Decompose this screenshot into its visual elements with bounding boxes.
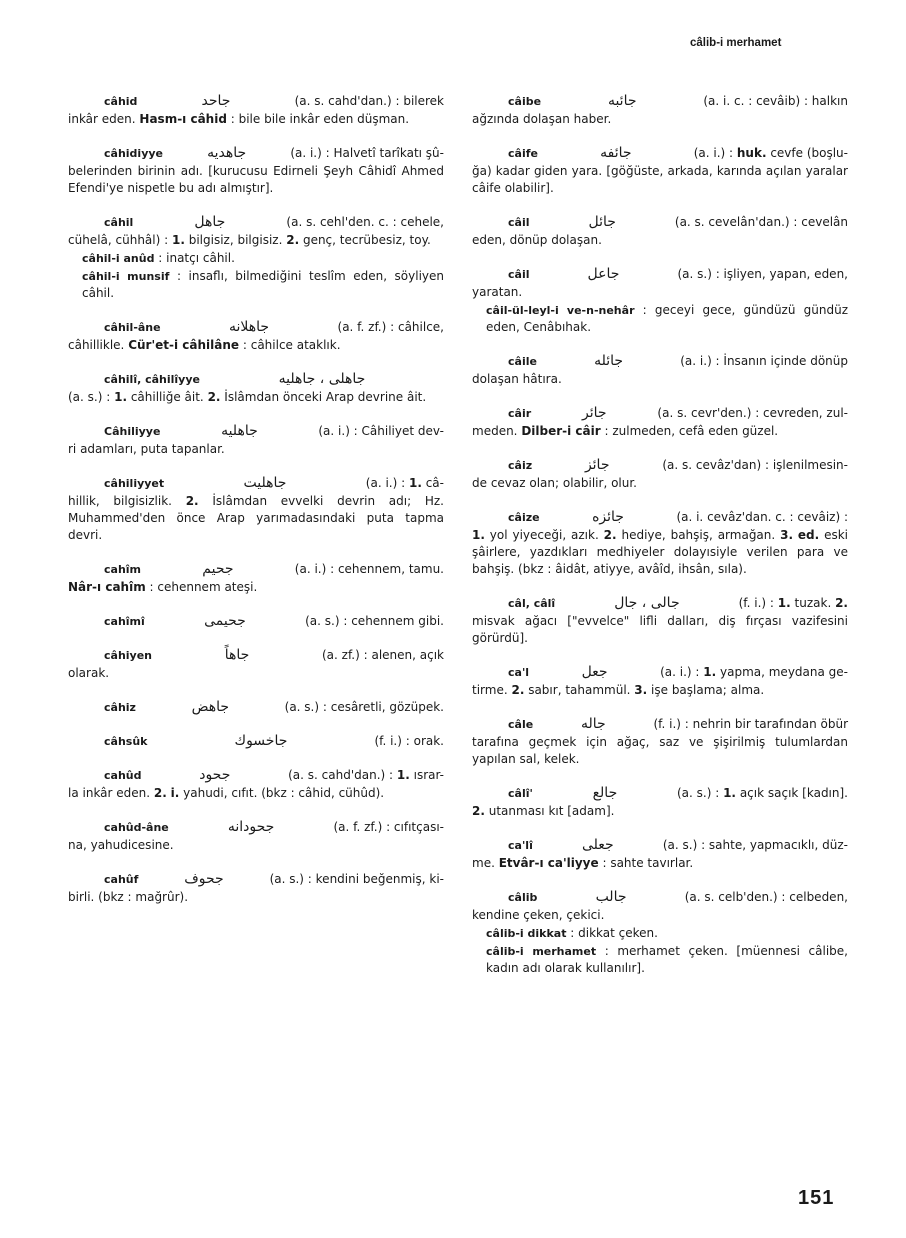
entry-headline	[472, 785, 848, 802]
entry-headline	[472, 145, 848, 162]
definition-text: misvak ağacı ["evvelce" lifli dalları, diş fırçası vazifesini görürdü].	[472, 614, 848, 645]
arabic-script: جاهاً	[224, 647, 250, 663]
sub-entry: câhil-i munsif : insaflı, bilmediğini teslîm eden, söyliyen câhil.	[82, 269, 444, 300]
arabic-script: جحود	[199, 767, 231, 783]
arabic-script: جاخسوك	[234, 733, 288, 749]
entry-headline	[472, 509, 848, 526]
entry-headline	[472, 214, 848, 231]
headword: cahûd-âne	[104, 821, 169, 834]
dictionary-entry	[472, 664, 848, 699]
definition-start: (f. i.) : 1. tuzak. 2.	[738, 596, 848, 610]
headword: cahûf	[104, 873, 139, 886]
definition-text: hillik, bilgisizlik. 2. İslâmdan evvelki devrin adı; Hz. Muhammed'den önce Arap yarımadasındaki puta tapma devri.	[68, 494, 444, 542]
definition-text: Nâr-ı cahîm : cehennem ateşi.	[68, 580, 258, 594]
sub-entry: câhil-i anûd : inatçı câhil.	[82, 251, 235, 265]
definition-start: (a. s.) : 1. açık saçık [kadın].	[676, 786, 848, 800]
entry-headline	[68, 423, 444, 440]
arabic-script: جاهليه	[221, 423, 258, 439]
definition-start: (a. f. zf.) : câhilce,	[337, 320, 444, 334]
dictionary-entry	[68, 871, 444, 906]
dictionary-entry	[68, 561, 444, 596]
right-column	[472, 93, 848, 994]
definition-start: (a. i.) : cehennem, tamu.	[294, 562, 444, 576]
headword: câize	[508, 511, 540, 524]
entry-headline	[68, 767, 444, 784]
entry-headline	[472, 457, 848, 474]
definition-start: (a. i. cevâz'dan. c. : cevâiz) :	[676, 510, 848, 524]
definition-start: (a. i.) : 1. câ-	[365, 476, 444, 490]
definition-text: dolaşan hâtıra.	[472, 372, 562, 386]
definition-text: ri adamları, puta tapanlar.	[68, 442, 225, 456]
dictionary-entry	[472, 595, 848, 647]
dictionary-entry	[68, 767, 444, 802]
definition-text: yaratan.	[472, 285, 523, 299]
definition-start: (a. zf.) : alenen, açık	[321, 648, 444, 662]
dictionary-entry	[68, 371, 444, 406]
arabic-script: جالب	[595, 889, 627, 905]
dictionary-entry	[68, 475, 444, 544]
entry-headline	[68, 613, 444, 630]
headword: câhsûk	[104, 735, 148, 748]
arabic-script: جاعل	[587, 266, 620, 282]
arabic-script: جاهض	[191, 699, 230, 715]
definition-start: (a. f. zf.) : cıfıtçası-	[333, 820, 444, 834]
definition-text: me. Etvâr-ı ca'liyye : sahte tavırlar.	[472, 856, 694, 870]
definition-text: olarak.	[68, 666, 110, 680]
dictionary-entry	[472, 266, 848, 336]
dictionary-entry	[472, 837, 848, 872]
entry-headline	[68, 819, 444, 836]
definition-start: (a. i.) : İnsanın içinde dönüp	[680, 354, 848, 368]
entry-headline	[472, 353, 848, 370]
headword: câlî'	[508, 787, 533, 800]
definition-text: inkâr eden. Hasm-ı câhid : bile bile inkâr eden düşman.	[68, 112, 410, 126]
arabic-script: جائبه	[607, 93, 637, 109]
definition-text: kendine çeken, çekici.	[472, 908, 605, 922]
definition-start: (f. i.) : orak.	[374, 734, 444, 748]
dictionary-entry	[68, 613, 444, 630]
definition-text: na, yahudicesine.	[68, 838, 174, 852]
definition-text: (a. s.) : 1. câhilliğe âit. 2. İslâmdan önceki Arap devrine âit.	[68, 390, 427, 404]
definition-text: birli. (bkz : mağrûr).	[68, 890, 189, 904]
headword: câhil	[104, 216, 134, 229]
headword: cahîmî	[104, 615, 145, 628]
entry-headline	[68, 647, 444, 664]
headword: câir	[508, 407, 532, 420]
arabic-script: جحودانه	[227, 819, 275, 835]
definition-start: (a. i. c. : cevâib) : halkın	[703, 94, 848, 108]
dictionary-entry	[68, 214, 444, 302]
entry-headline	[472, 889, 848, 906]
entry-headline	[472, 93, 848, 110]
dictionary-entry	[68, 145, 444, 197]
dictionary-entry	[472, 889, 848, 977]
arabic-script: جائفه	[600, 145, 632, 161]
definition-start: (f. i.) : nehrin bir tarafından öbür	[653, 717, 848, 731]
definition-start: (a. s. celb'den.) : celbeden,	[684, 890, 848, 904]
sub-entry: câlib-i merhamet : merhamet çeken. [müennesi câlibe, kadın adı olarak kullanılır].	[486, 944, 848, 975]
definition-start: (a. i.) : huk. cevfe (boşlu-	[693, 146, 848, 160]
headword: câhilî, câhilîyye	[104, 373, 200, 386]
definition-text: 2. utanması kıt [adam].	[472, 804, 615, 818]
dictionary-entry	[472, 353, 848, 388]
dictionary-entry	[472, 716, 848, 768]
arabic-script: جعل	[581, 664, 608, 680]
definition-start: (a. i.) : Halvetî tarîkatı şû-	[290, 146, 444, 160]
arabic-script: جائز	[584, 457, 610, 473]
definition-start: (a. s.) : işliyen, yapan, eden,	[677, 267, 848, 281]
definition-start: (a. s. cevâz'dan) : işlenilmesin-	[662, 458, 848, 472]
dictionary-entry	[68, 93, 444, 128]
headword: câl, câlî	[508, 597, 556, 610]
dictionary-entry	[472, 145, 848, 197]
dictionary-entry	[68, 423, 444, 458]
headword: câibe	[508, 95, 542, 108]
headword: ca'lî	[508, 839, 533, 852]
definition-start: (a. s.) : kendini beğenmiş, ki-	[269, 872, 444, 886]
arabic-script: جحيمى	[204, 613, 246, 629]
arabic-script: جائزه	[592, 509, 624, 525]
entry-headline	[68, 145, 444, 162]
headword: câle	[508, 718, 534, 731]
headword: cahîm	[104, 563, 142, 576]
sub-entry: câlib-i dikkat : dikkat çeken.	[486, 926, 658, 940]
page-number: 151	[798, 1187, 835, 1209]
headword: ca'l	[508, 666, 530, 679]
entry-headline	[472, 837, 848, 854]
definition-start: (a. s. cahd'dan.) : 1. ısrar-	[288, 768, 444, 782]
dictionary-entry	[68, 733, 444, 750]
arabic-script: جالى ، جال	[614, 595, 680, 611]
arabic-script: جاهلى ، جاهليه	[278, 371, 366, 387]
headword: câhid	[104, 95, 138, 108]
dictionary-entry	[68, 699, 444, 716]
arabic-script: جاهليت	[243, 475, 287, 491]
arabic-script: جاهديه	[207, 145, 247, 161]
arabic-script: جاهلانه	[229, 319, 270, 335]
headword: câhil-âne	[104, 321, 161, 334]
headword: câhiz	[104, 701, 136, 714]
headword: câile	[508, 355, 537, 368]
headword: câil	[508, 268, 530, 281]
dictionary-entry	[472, 785, 848, 820]
dictionary-entry	[472, 405, 848, 440]
entry-headline	[472, 405, 848, 422]
definition-start: (a. i.) : Câhiliyet dev-	[318, 424, 444, 438]
definition-text: tarafına geçmek için ağaç, saz ve şişirilmiş tulumlardan yapılan sal, kelek.	[472, 735, 848, 766]
entry-headline	[472, 266, 848, 283]
definition-start: (a. s.) : cehennem gibi.	[305, 614, 444, 628]
entry-headline	[472, 664, 848, 681]
definition-start: (a. i.) : 1. yapma, meydana ge-	[660, 665, 848, 679]
arabic-script: جالع	[592, 785, 618, 801]
headword: câife	[508, 147, 538, 160]
entry-headline	[472, 595, 848, 612]
definition-text: belerinden birinin adı. [kurucusu Edirneli Şeyh Câhidî Ahmed Efendi'ye nispetle bu adı almıştır].	[68, 164, 444, 195]
arabic-script: جاهل	[194, 214, 226, 230]
headword: câil	[508, 216, 530, 229]
definition-text: de cevaz olan; olabilir, olur.	[472, 476, 637, 490]
arabic-script: جاله	[580, 716, 606, 732]
definition-text: tirme. 2. sabır, tahammül. 3. işe başlama; alma.	[472, 683, 765, 697]
dictionary-entry	[68, 819, 444, 854]
dictionary-entry	[472, 457, 848, 492]
left-column	[68, 93, 444, 923]
definition-text: eden, dönüp dolaşan.	[472, 233, 602, 247]
definition-start: (a. s.) : sahte, yapmacıklı, düz-	[662, 838, 848, 852]
definition-start: (a. s. cevr'den.) : cevreden, zul-	[657, 406, 848, 420]
arabic-script: جاحد	[201, 93, 231, 109]
entry-headline	[68, 561, 444, 578]
headword: câhiyen	[104, 649, 153, 662]
arabic-script: جحوف	[184, 871, 224, 887]
headword: câhidiyye	[104, 147, 163, 160]
entry-headline	[68, 371, 444, 388]
entry-headline	[68, 699, 444, 716]
dictionary-entry	[472, 93, 848, 128]
dictionary-entry	[68, 319, 444, 354]
entry-headline	[472, 716, 848, 733]
definition-start: (a. s.) : cesâretli, gözüpek.	[284, 700, 444, 714]
definition-text: meden. Dilber-i câir : zulmeden, cefâ eden güzel.	[472, 424, 779, 438]
entry-headline	[68, 214, 444, 231]
entry-headline	[68, 319, 444, 336]
entry-headline	[68, 733, 444, 750]
definition-start: (a. s. cehl'den. c. : cehele,	[286, 215, 444, 229]
headword: câlib	[508, 891, 538, 904]
definition-start: (a. s. cahd'dan.) : bilerek	[294, 94, 444, 108]
definition-text: cühelâ, cühhâl) : 1. bilgisiz, bilgisiz. 2. genç, tecrübesiz, toy.	[68, 233, 431, 247]
definition-text: 1. yol yiyeceği, azık. 2. hediye, bahşiş, armağan. 3. ed. eski şâirlere, yazdıkları medhiyeler dolayısiyle verilen para ve bahşiş. (bkz : âidât, atiyye, avâîd, ihsân, sıla).	[472, 528, 849, 576]
dictionary-entry	[472, 214, 848, 249]
dictionary-entry	[68, 647, 444, 682]
headword: câhiliyyet	[104, 477, 165, 490]
entry-headline	[68, 93, 444, 110]
arabic-script: جحيم	[202, 561, 234, 577]
sub-entry: câil-ül-leyl-i ve-n-nehâr : geceyi gece, gündüzü gündüz eden, Cenâbıhak.	[486, 303, 848, 334]
definition-text: la inkâr eden. 2. i. yahudi, cıfıt. (bkz : câhid, cühûd).	[68, 786, 385, 800]
running-head: câlib-i merhamet	[690, 37, 782, 49]
arabic-script: جائل	[588, 214, 616, 230]
definition-text: câhillikle. Cür'et-i câhilâne : câhilce ataklık.	[68, 338, 341, 352]
definition-text: ğa) kadar giden yara. [göğüste, arkada, karında açılan yaralar câife olabilir].	[472, 164, 848, 195]
entry-headline	[68, 475, 444, 492]
definition-text: ağzında dolaşan haber.	[472, 112, 612, 126]
headword: câiz	[508, 459, 533, 472]
entry-headline	[68, 871, 444, 888]
dictionary-entry	[472, 509, 848, 578]
arabic-script: جائله	[594, 353, 624, 369]
arabic-script: جعلى	[581, 837, 614, 853]
headword: cahûd	[104, 769, 142, 782]
arabic-script: جائر	[582, 405, 607, 421]
definition-start: (a. s. cevelân'dan.) : cevelân	[674, 215, 848, 229]
headword: Câhiliyye	[104, 425, 161, 438]
